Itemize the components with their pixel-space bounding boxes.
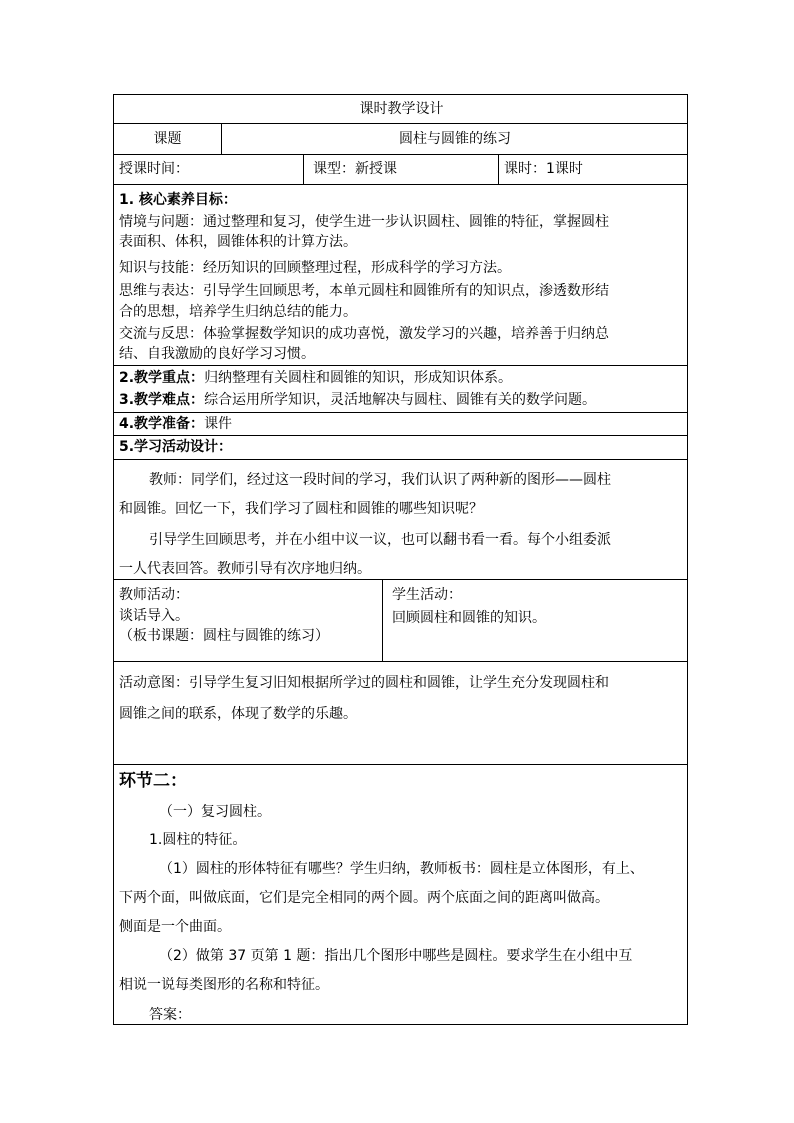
time-label: 授课时间： [119,161,189,177]
objective-line: 知识与技能：经历知识的回顾整理过程，形成科学的学习方法。 [119,260,511,276]
section2-line: 相说一说每类图形的名称和特征。 [119,977,329,993]
col-divider [498,154,499,184]
key-points [119,369,512,387]
lesson-plan-table [113,94,688,1025]
row-divider [114,123,687,124]
activity-design-heading: 5.学习活动设计： [119,439,233,455]
section2-line: （1）圆柱的形体特征有哪些？学生归纳，教师板书：圆柱是立体图形，有上、 [159,861,644,877]
row-divider [114,412,687,413]
table-title: 课时教学设计 [359,101,444,117]
row-divider [114,435,687,436]
intent-line: 圆锥之间的联系，体现了数学的乐趣。 [119,706,357,722]
objective-line: 思维与表达：引导学生回顾思考，本单元圆柱和圆锥所有的知识点，渗透数形结 [119,283,609,299]
col-divider [382,579,383,661]
intro-line: 和圆锥。回忆一下，我们学习了圆柱和圆锥的哪些知识呢？ [119,501,483,517]
preparation [119,415,232,433]
key-points-label: 2.教学重点： [119,370,205,386]
section2-heading: 环节二： [119,771,187,791]
section2-line: 下两个面，叫做底面，它们是完全相同的两个圆。两个底面之间的距离叫做高。 [119,890,609,906]
row-divider [114,459,687,460]
row-divider [114,365,687,366]
intro-line: 教师：同学们，经过这一段时间的学习，我们认识了两种新的图形——圆柱 [149,472,611,488]
section2-line: （2）做第 37 页第 1 题：指出几个图形中哪些是圆柱。要求学生在小组中互 [159,948,633,964]
preparation-text: 课件 [204,416,233,432]
objective-line: 交流与反思：体验掌握数学知识的成功喜悦，激发学习的兴趣，培养善于归纳总 [119,326,609,342]
difficulties-text: 综合运用所学知识，灵活地解决与圆柱、圆锥有关的数学问题。 [204,392,597,408]
teacher-activity-line: 教师活动： [119,587,189,603]
section2-line: 侧面是一个曲面。 [119,919,231,935]
key-points-text: 归纳整理有关圆柱和圆锥的知识，形成知识体系。 [204,370,513,386]
teacher-activity-line: 谈话导入。 [119,608,189,624]
section2-line: 答案： [149,1007,191,1023]
objective-line: 结、自我激励的良好学习习惯。 [119,346,315,362]
section2-line: 1.圆柱的特征。 [149,832,247,848]
topic-label: 课题 [153,131,182,147]
objective-line: 合的思想，培养学生归纳总结的能力。 [119,304,357,320]
difficulties [119,391,596,409]
difficulties-label: 3.教学难点： [119,392,205,408]
intro-line: 一人代表回答。教师引导有次序地归纳。 [119,561,371,577]
objective-line: 表面积、体积，圆锥体积的计算方法。 [119,234,357,250]
row-divider [114,184,687,185]
objective-line: 情境与问题：通过整理和复习，使学生进一步认识圆柱、圆锥的特征，掌握圆柱 [119,214,609,230]
student-activity-line: 回顾圆柱和圆锥的知识。 [392,610,546,626]
row-divider [114,661,687,662]
topic-value: 圆柱与圆锥的练习 [399,131,511,147]
col-divider [303,154,304,184]
student-activity-line: 学生活动： [392,587,462,603]
hours-label: 课时：1课时 [504,161,583,177]
intro-line: 引导学生回顾思考，并在小组中议一议，也可以翻书看一看。每个小组委派 [149,532,611,548]
objectives-heading: 1. 核心素养目标： [119,192,237,208]
row-divider [114,764,687,765]
row-divider [114,579,687,580]
row-divider [114,154,687,155]
preparation-label: 4.教学准备： [119,416,205,432]
type-label: 课型：新授课 [313,161,397,177]
intent-line: 活动意图：引导学生复习旧知根据所学过的圆柱和圆锥，让学生充分发现圆柱和 [119,675,609,691]
section2-line: （一）复习圆柱。 [159,804,271,820]
teacher-activity-line: （板书课题：圆柱与圆锥的练习） [119,628,329,644]
